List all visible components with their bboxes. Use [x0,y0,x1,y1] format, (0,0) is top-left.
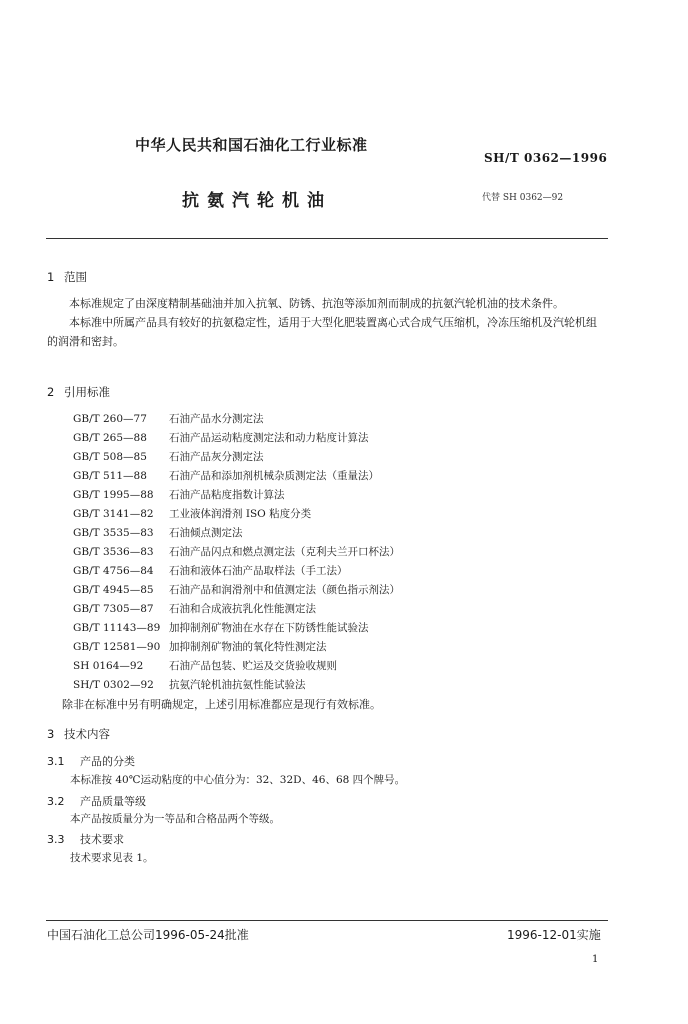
subsection-body: 本标准按 40℃运动粘度的中心值分为：32、32D、46、68 四个牌号。 [70,774,406,786]
reference-name: 石油产品灰分测定法 [169,451,264,463]
reference-item [73,524,400,543]
section-number: 1 [47,270,55,284]
reference-code: GB/T 3536—83 [73,546,154,558]
section-title: 范围 [64,270,87,284]
reference-code: GB/T 4945—85 [73,584,154,596]
reference-name: 抗氨汽轮机油抗氨性能试验法 [169,679,306,691]
reference-code: GB/T 3141—82 [73,508,154,520]
reference-item [73,486,400,505]
reference-item [73,676,400,695]
subsection-title: 产品质量等级 [80,795,146,808]
reference-name: 加抑制剂矿物油在水存在下防锈性能试验法 [169,622,369,634]
reference-item [73,581,400,600]
section-number: 2 [47,385,55,399]
reference-name: 加抑制剂矿物油的氧化特性测定法 [169,641,327,653]
reference-name: 工业液体润滑剂 ISO 粘度分类 [169,508,312,520]
reference-code: GB/T 508—85 [73,451,147,463]
reference-name: 石油产品闪点和燃点测定法（克利夫兰开口杯法） [169,546,400,558]
reference-name: 石油产品和添加剂机械杂质测定法（重量法） [169,470,379,482]
reference-item [73,429,400,448]
reference-code: GB/T 1995—88 [73,489,154,501]
reference-code: SH/T 0302—92 [73,679,154,691]
header-divider [46,238,608,239]
scope-body [47,294,607,351]
replaces-note: 代替 SH 0362—92 [482,193,564,203]
reference-item [73,467,400,486]
reference-code: GB/T 511—88 [73,470,147,482]
reference-item [73,505,400,524]
subsection-heading [47,753,135,769]
reference-item [73,619,400,638]
subsection-number: 3.3 [47,833,65,846]
reference-code: GB/T 265—88 [73,432,147,444]
scope-paragraph-2: 本标准中所属产品具有较好的抗氨稳定性，适用于大型化肥装置离心式合成气压缩机，冷冻压缩机及汽轮机组的润滑和密封。 [47,316,597,348]
subsection-body: 本产品按质量分为一等品和合格品两个等级。 [70,813,280,825]
reference-code: GB/T 4756—84 [73,565,154,577]
issue-statement: 中国石油化工总公司1996-05-24批准 [47,928,249,942]
reference-name: 石油产品粘度指数计算法 [169,489,285,501]
reference-name: 石油产品和润滑剂中和值测定法（颜色指示剂法） [169,584,400,596]
reference-name: 石油产品包装、贮运及交货验收规则 [169,660,337,672]
subsection-number: 3.1 [47,755,65,768]
implementation-date: 1996-12-01实施 [507,928,601,942]
reference-item [73,638,400,657]
references-note: 除非在标准中另有明确规定，上述引用标准都应是现行有效标准。 [62,698,381,711]
reference-name: 石油和合成液抗乳化性能测定法 [169,603,316,615]
org-title: 中华人民共和国石油化工行业标准 [135,136,368,154]
subsection-heading [47,831,124,847]
section-number: 3 [47,727,55,741]
standard-code: SH/T 0362—1996 [484,151,608,165]
reference-code: GB/T 11143—89 [73,622,161,634]
reference-code: SH 0164—92 [73,660,144,672]
document-title: 抗氨汽轮机油 [182,191,332,211]
section-title: 引用标准 [64,385,110,399]
reference-item [73,562,400,581]
subsection-number: 3.2 [47,795,65,808]
reference-item [73,448,400,467]
page-number: 1 [592,954,599,965]
subsection-title: 产品的分类 [80,755,135,768]
reference-item [73,657,400,676]
section-scope-heading [47,269,87,285]
reference-name: 石油产品运动粘度测定法和动力粘度计算法 [169,432,369,444]
section-references-heading [47,384,110,400]
footer-divider [46,920,608,921]
reference-list [73,410,400,695]
reference-code: GB/T 7305—87 [73,603,154,615]
reference-name: 石油产品水分测定法 [169,413,264,425]
section-title: 技术内容 [64,727,110,741]
reference-code: GB/T 12581—90 [73,641,161,653]
reference-name: 石油倾点测定法 [169,527,243,539]
subsection-body: 技术要求见表 1。 [70,852,154,864]
reference-code: GB/T 260—77 [73,413,147,425]
reference-name: 石油和液体石油产品取样法（手工法） [169,565,348,577]
reference-item [73,543,400,562]
reference-item [73,410,400,429]
section-technical-heading [47,726,110,742]
subsection-heading [47,793,146,809]
reference-code: GB/T 3535—83 [73,527,154,539]
subsection-title: 技术要求 [80,833,124,846]
reference-item [73,600,400,619]
scope-paragraph-1: 本标准规定了由深度精制基础油并加入抗氧、防锈、抗泡等添加剂而制成的抗氨汽轮机油的技术条件。 [69,297,564,310]
